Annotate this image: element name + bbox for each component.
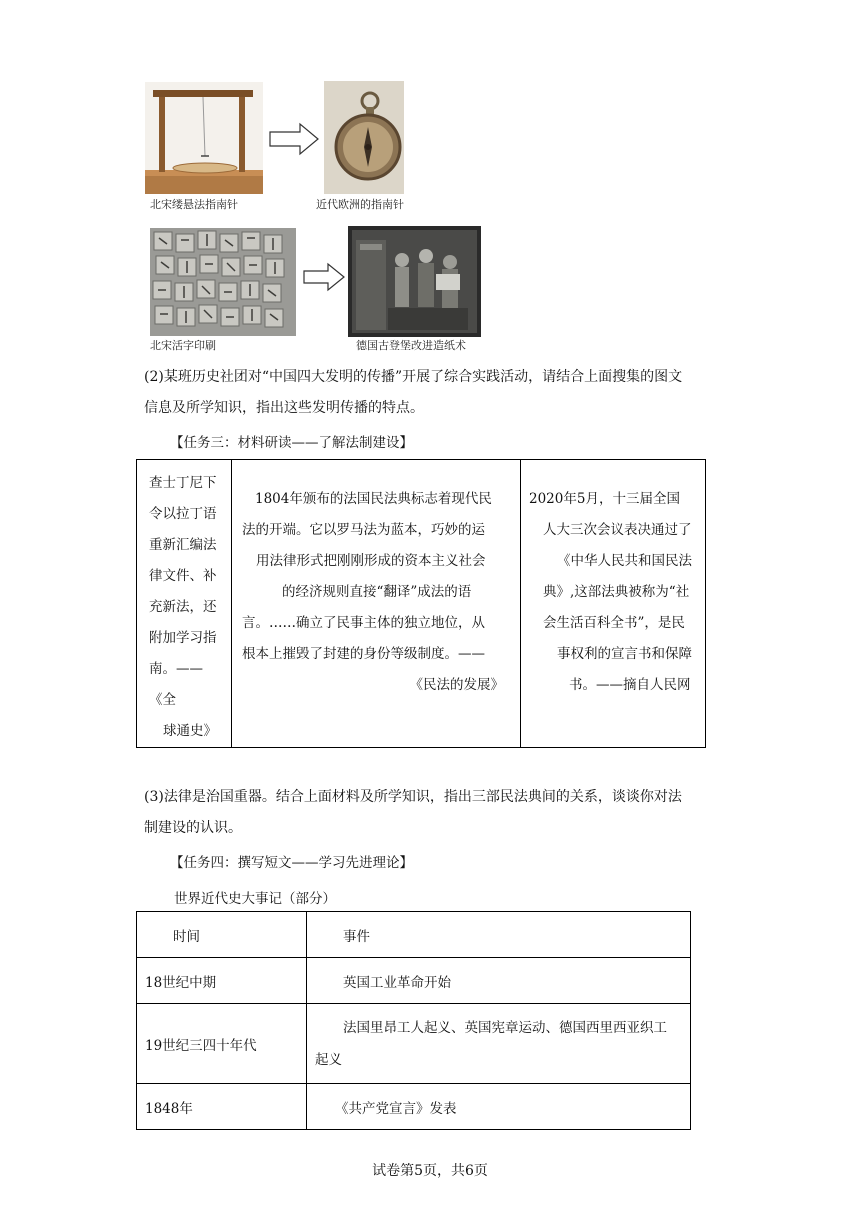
question-3-line-2: 制建设的认识。 — [144, 820, 242, 836]
img-european-compass-caption: 近代欧洲的指南针 — [316, 198, 404, 211]
question-3-line-1: (3)法律是治国重器。结合上面材料及所学知识，指出三部民法典间的关系，谈谈你对法 — [144, 789, 682, 805]
row-event: 法国里昂工人起义、英国宪章运动、德国西里西亚织工 起义 — [307, 1004, 691, 1084]
row-time: 1848年 — [137, 1084, 307, 1130]
events-table-caption: 世界近代史大事记（部分） — [174, 891, 336, 907]
material-civil-code-2020: 2020年5月，十三届全国 人大三次会议表决通过了 《中华人民共和国民法 典》,这部法典被称为“社 会生活百科全书”，是民 事权利的宣言书和保障 书。——摘自人民网 — [521, 460, 706, 748]
header-time: 时间 — [137, 912, 307, 958]
row-event: 《共产党宣言》发表 — [307, 1084, 691, 1130]
row-time: 19世纪三四十年代 — [137, 1004, 307, 1084]
row-time: 18世纪中期 — [137, 958, 307, 1004]
task-4-title: 【任务四：撰写短文——学习先进理论】 — [170, 855, 413, 871]
arrow-icon — [268, 122, 320, 156]
img-gutenberg — [348, 226, 481, 337]
img-gutenberg-caption: 德国古登堡改进造纸术 — [356, 339, 466, 352]
material-justinian: 查士丁尼下 令以拉丁语 重新汇编法 律文件、补 充新法，还 附加学习指 南。——《全 球通史》 — [137, 460, 232, 748]
task-3-materials-table — [136, 459, 706, 748]
img-european-compass — [324, 81, 404, 194]
material-napoleonic-code: 1804年颁布的法国民法典标志着现代民 法的开端。它以罗马法为蓝本，巧妙的运 用法律形式把刚刚形成的资本主义社会 的经济规则直接“翻译”成法的语 言。……确立了民事主体的独立地位，从 根本上摧毁了封建的身份等级制度。—— 《民法的发展》 — [232, 460, 521, 748]
question-2-line-1: (2)某班历史社团对“中国四大发明的传播”开展了综合实践活动，请结合上面搜集的图文 — [144, 369, 683, 385]
modern-history-events-table — [136, 911, 691, 1130]
question-2-line-2: 信息及所学知识，指出这些发明传播的特点。 — [144, 400, 424, 416]
header-event: 事件 — [307, 912, 691, 958]
arrow-icon — [302, 262, 346, 292]
task-3-title: 【任务三：材料研读——了解法制建设】 — [170, 435, 413, 451]
img-movable-type-caption: 北宋活字印刷 — [150, 339, 216, 352]
row-event: 英国工业革命开始 — [307, 958, 691, 1004]
img-song-compass-caption: 北宋缕悬法指南针 — [150, 198, 238, 211]
img-movable-type — [150, 228, 296, 336]
page-footer: 试卷第5页，共6页 — [372, 1163, 488, 1179]
img-song-compass — [145, 82, 263, 194]
